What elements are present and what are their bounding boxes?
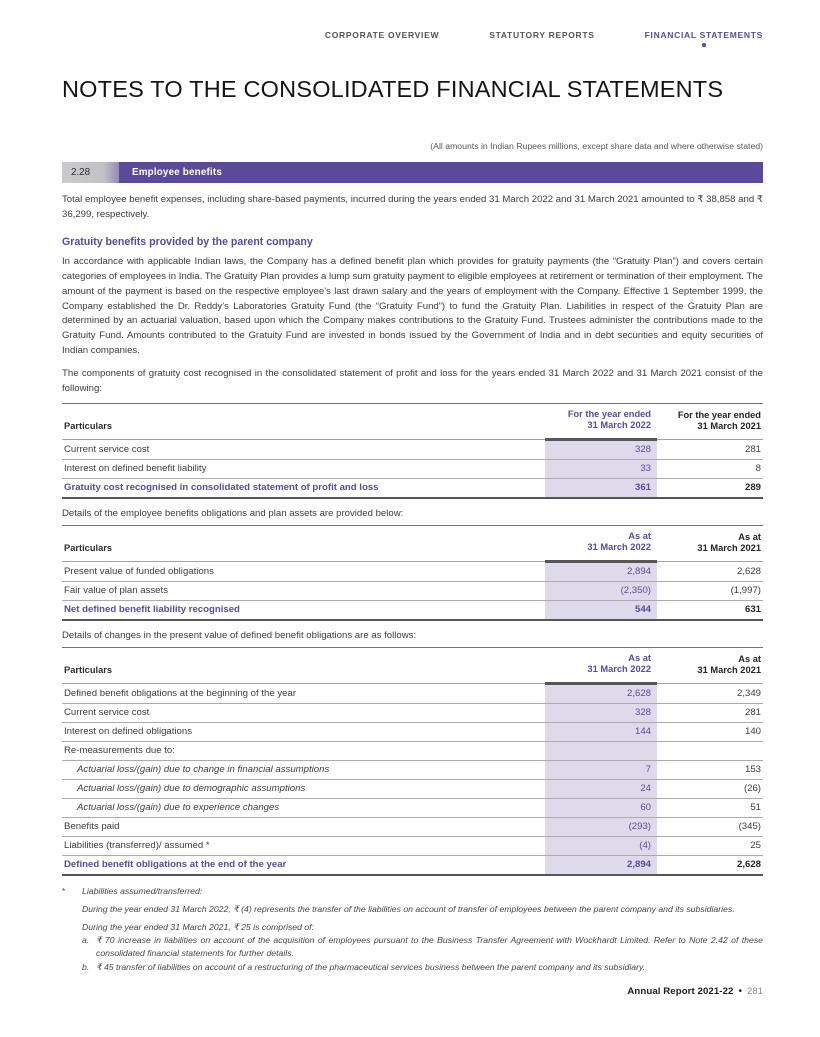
- footnote-item-b: [82, 961, 763, 974]
- column-header-particulars: Particulars: [62, 403, 545, 439]
- table-total-row: [62, 855, 763, 875]
- value-2021: 281: [657, 703, 763, 722]
- header-line1: As at: [628, 530, 651, 541]
- footnote-para-2022: During the year ended 31 March 2022, ₹ (4) represents the transfer of the liabilities on account of transfer of employees between the parent company and its subsidiaries.: [82, 903, 735, 914]
- paragraph-components-intro: The components of gratuity cost recognised in the consolidated statement of profit and loss for the years ended 31 March 2022 and 31 March 2021 consist of the following:: [62, 368, 763, 395]
- column-header-particulars: Particulars: [62, 525, 545, 561]
- section-header-bar: [62, 162, 763, 183]
- amounts-note: (All amounts in Indian Rupees millions, except share data and where otherwise stated): [430, 141, 763, 151]
- header-line2: 31 March 2021: [697, 543, 761, 554]
- page-footer: [627, 986, 763, 997]
- table-row: [62, 779, 763, 798]
- value-2021: 281: [657, 439, 763, 459]
- nav-statutory-reports[interactable]: STATUTORY REPORTS: [489, 30, 595, 40]
- table-row: [62, 836, 763, 855]
- footnote-title: Liabilities assumed/transferred:: [82, 885, 203, 896]
- table-row: [62, 459, 763, 478]
- value-2021: 2,628: [657, 561, 763, 581]
- value-2022: (293): [545, 817, 657, 836]
- paragraph-gratuity-plan: In accordance with applicable Indian laws, the Company has a defined benefit plan which provides for gratuity payments (the “Gratuity Plan”) and covers certain categories of employees in India. The Gratuity Plan provides a lump sum gratuity payment to eligible employees at retirement or termination of their employment. The amount of the payment is based on the respective employee’s last drawn salary and the years of employment with the Company. Effective 1 September 1999, the Company established the Dr. Reddy’s Laboratories Gratuity Fund (the “Gratuity Fund”) to fund the Gratuity Plan. Liabilities in respect of the Gratuity Plan are determined by an actuarial valuation, based upon which the Company makes contributions to the Gratuity Fund. Trustees administer the contributions made to the Gratuity Fund. Amounts contributed to the Gratuity Fund are invested in bonds issued by the Government of India and in debt securities and equity securities of Indian companies.: [62, 255, 763, 357]
- footnote-heading: [62, 885, 763, 898]
- header-line1: As at: [628, 652, 651, 663]
- report-section-nav: [62, 30, 763, 52]
- column-header-particulars: Particulars: [62, 647, 545, 683]
- value-2022: 544: [545, 600, 657, 620]
- header-line2: 31 March 2022: [587, 542, 651, 553]
- value-2022: 2,894: [545, 561, 657, 581]
- row-label: Interest on defined benefit liability: [62, 459, 545, 478]
- table-section-row: [62, 741, 763, 760]
- footnote-item-marker: a.: [82, 935, 90, 946]
- table-total-row: [62, 478, 763, 498]
- footnote-item-text: ₹ 45 transfer of liabilities on account of a restructuring of the pharmaceutical services business between the parent company and its subsidiary.: [96, 961, 646, 972]
- header-line2: 31 March 2022: [587, 420, 651, 431]
- column-header-fy2021: [657, 403, 763, 439]
- value-2022: 2,894: [545, 855, 657, 875]
- header-line1: For the year ended: [567, 408, 651, 419]
- paragraph-total-expenses: Total employee benefit expenses, including share-based payments, incurred during the years ended 31 March 2022 and 31 March 2021 amounted to ₹ 38,858 and ₹ 36,299, respectively.: [62, 194, 763, 220]
- table-row: [62, 798, 763, 817]
- row-label: Defined benefit obligations at the beginning of the year: [62, 683, 545, 703]
- value-2021: 153: [657, 760, 763, 779]
- row-label: Actuarial loss/(gain) due to experience changes: [62, 798, 545, 817]
- table-header-row: [62, 525, 763, 561]
- table-total-row: [62, 600, 763, 620]
- table-row: [62, 561, 763, 581]
- header-line2: 31 March 2022: [587, 664, 651, 675]
- header-line2: 31 March 2021: [697, 665, 761, 676]
- header-line2: 31 March 2021: [697, 421, 761, 432]
- value-2022: (2,350): [545, 581, 657, 600]
- footer-report-title: Annual Report 2021-22: [627, 986, 734, 997]
- row-label: Re-measurements due to:: [62, 741, 545, 760]
- row-label: Fair value of plan assets: [62, 581, 545, 600]
- gratuity-cost-table: [62, 403, 763, 499]
- gratuity-subheading: Gratuity benefits provided by the parent company: [62, 235, 313, 248]
- table-row: [62, 581, 763, 600]
- column-header-asat2022: [545, 525, 657, 561]
- row-label: Present value of funded obligations: [62, 561, 545, 581]
- value-2022: 328: [545, 439, 657, 459]
- value-2021: 289: [657, 478, 763, 498]
- value-2021: 8: [657, 459, 763, 478]
- page-title: NOTES TO THE CONSOLIDATED FINANCIAL STATEMENTS: [62, 76, 724, 102]
- obligations-plan-assets-table: [62, 525, 763, 621]
- value-2022: 328: [545, 703, 657, 722]
- row-label: Liabilities (transferred)/ assumed *: [62, 836, 545, 855]
- nav-financial-statements[interactable]: [645, 30, 763, 52]
- section-title: Employee benefits: [119, 162, 763, 183]
- paragraph-obligations-intro: Details of the employee benefits obligations and plan assets are provided below:: [62, 507, 404, 519]
- value-2021: 25: [657, 836, 763, 855]
- footnote-para-2021: During the year ended 31 March 2021, ₹ 25 is comprised of:: [82, 921, 315, 932]
- value-2021: 2,349: [657, 683, 763, 703]
- value-2022: 33: [545, 459, 657, 478]
- row-label: Benefits paid: [62, 817, 545, 836]
- row-label: Net defined benefit liability recognised: [62, 600, 545, 620]
- active-nav-dot-icon: [702, 43, 706, 47]
- value-2022: 24: [545, 779, 657, 798]
- value-2022: [545, 741, 657, 760]
- value-2022: 2,628: [545, 683, 657, 703]
- header-line1: As at: [738, 531, 761, 542]
- table-row: [62, 439, 763, 459]
- column-header-asat2021: [657, 525, 763, 561]
- paragraph-changes-intro: Details of changes in the present value of defined benefit obligations are as follows:: [62, 629, 417, 641]
- footer-page-number: 281: [746, 986, 763, 997]
- table-header-row: [62, 647, 763, 683]
- row-label: Interest on defined obligations: [62, 722, 545, 741]
- value-2021: (26): [657, 779, 763, 798]
- nav-corporate-overview[interactable]: CORPORATE OVERVIEW: [324, 30, 440, 40]
- column-header-asat2021: [657, 647, 763, 683]
- footer-bullet-icon: •: [738, 986, 742, 997]
- table-row: [62, 683, 763, 703]
- value-2021: 631: [657, 600, 763, 620]
- value-2021: [657, 741, 763, 760]
- value-2021: (345): [657, 817, 763, 836]
- table-header-row: [62, 403, 763, 439]
- table-row: [62, 722, 763, 741]
- row-label: Actuarial loss/(gain) due to demographic assumptions: [62, 779, 545, 798]
- section-number: 2.28: [62, 162, 119, 183]
- value-2022: 361: [545, 478, 657, 498]
- obligation-changes-table: [62, 647, 763, 876]
- table-row: [62, 703, 763, 722]
- value-2022: 7: [545, 760, 657, 779]
- value-2022: (4): [545, 836, 657, 855]
- column-header-fy2022: [545, 403, 657, 439]
- row-label: Actuarial loss/(gain) due to change in financial assumptions: [62, 760, 545, 779]
- value-2021: 140: [657, 722, 763, 741]
- value-2021: 51: [657, 798, 763, 817]
- value-2022: 144: [545, 722, 657, 741]
- footnote-item-marker: b.: [82, 961, 90, 972]
- nav-financial-statements-label: FINANCIAL STATEMENTS: [644, 30, 763, 40]
- footnote-asterisk: *: [62, 885, 66, 896]
- table-row: [62, 760, 763, 779]
- footnote-item-text: ₹ 70 increase in liabilities on account of the acquisition of employees pursuant to the Business Transfer Agreement with Wockhardt Limited. Refer to Note 2.42 of these consolidated financial statements for further details.: [96, 935, 763, 959]
- row-label: Current service cost: [62, 703, 545, 722]
- row-label: Gratuity cost recognised in consolidated statement of profit and loss: [62, 478, 545, 498]
- row-label: Defined benefit obligations at the end of the year: [62, 855, 545, 875]
- row-label: Current service cost: [62, 439, 545, 459]
- footnote-block: [62, 885, 763, 974]
- footnote-item-a: [82, 934, 763, 960]
- header-line1: As at: [738, 653, 761, 664]
- column-header-asat2022: [545, 647, 657, 683]
- table-row: [62, 817, 763, 836]
- header-line1: For the year ended: [677, 409, 761, 420]
- value-2022: 60: [545, 798, 657, 817]
- value-2021: 2,628: [657, 855, 763, 875]
- value-2021: (1,997): [657, 581, 763, 600]
